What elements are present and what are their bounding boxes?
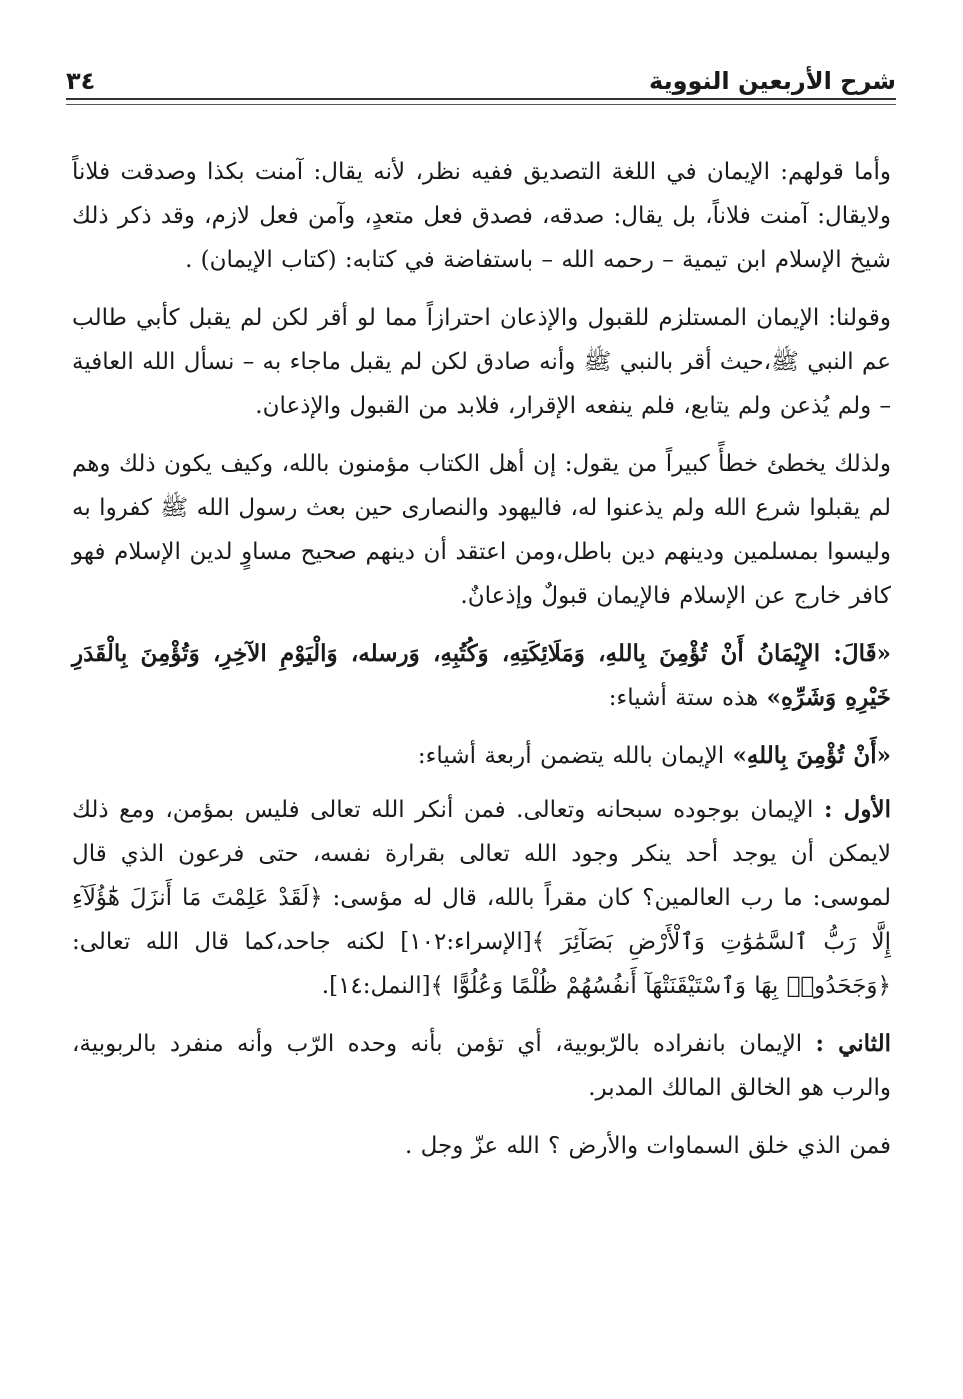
paragraph-2 bbox=[72, 296, 891, 428]
paragraph-text: وقولنا: الإيمان المستلزم للقبول والإذعان احترازاً مما لو أقر لكن لم يقبل كأبي طالب عم النبي ﷺ،حيث أقر بالنبي ﷺ وأنه صادق لكن لم يقبل ماجاء به – نسأل الله العافية – ولم يُذعن ولم يتابع، فلم ينفعه الإقرار، فلابد من القبول والإذعان. bbox=[72, 305, 891, 419]
header-divider bbox=[66, 98, 896, 105]
paragraph-text: فمن الذي خلق السماوات والأرض ؟ الله عزّ وجل . bbox=[404, 1133, 891, 1159]
running-title: شرح الأربعين النووية bbox=[649, 67, 896, 95]
point-heading: الأول : bbox=[823, 796, 891, 823]
paragraph-text: الإيمان بوجوده سبحانه وتعالى. فمن أنكر الله تعالى فليس بمؤمن، ومع ذلك لايمكن أن يوجد أحد ينكر وجود الله تعالى بقرارة نفسه، حتى فرعون الذي قال لموسى: ما رب العالمين؟ كان مقراً بالله، قال له مؤسى: ﴿لَقَدْ عَلِمْتَ مَا أَنزَلَ هَٰٓؤُلَآءِ إِلَّا رَبُّ ٱلسَّمَٰوَٰتِ وَٱلْأَرْضِ بَصَآئِرَ ﴾[الإسراء:١٠٢] لكنه جاحد،كما قال الله تعالى: ﴿وَجَحَدُوا۟ بِهَا وَٱسْتَيْقَنَتْهَآ أَنفُسُهُمْ ظُلْمًا وَعُلُوًّا ﴾[النمل:١٤]. bbox=[72, 797, 891, 999]
paragraph-final bbox=[72, 1124, 891, 1168]
paragraph-hadith-quote bbox=[72, 632, 891, 720]
paragraph-text: الإيمان بانفراده بالرّبوبية، أي تؤمن بأنه وحده الرّب وأنه منفرد بالربوبية، والرب هو الخالق المالك المدبر. bbox=[72, 1031, 891, 1101]
paragraph-belief-in-allah bbox=[72, 734, 891, 778]
paragraph-text: ولذلك يخطئ خطأً كبيراً من يقول: إن أهل الكتاب مؤمنون بالله، وكيف يكون ذلك وهم لم يقبلوا شرع الله ولم يذعنوا له، فاليهود والنصارى حين بعث رسول الله ﷺ كفروا به وليسوا بمسلمين ودينهم دين باطل،ومن اعتقد أن دينهم صحيح مساوٍ لدين الإسلام فهو كافر خارج عن الإسلام فالإيمان قبولٌ وإذعانٌ. bbox=[72, 451, 891, 609]
paragraph-text: وأما قولهم: الإيمان في اللغة التصديق ففيه نظر، لأنه يقال: آمنت بكذا وصدقت فلاناً ولايقال: آمنت فلاناً، بل يقال: صدقه، فصدق فعل متعدٍ، وآمن فعل لازم، وقد ذكر ذلك شيخ الإسلام ابن تيمية – رحمه الله – باستفاضة في كتابه: (كتاب الإيمان) . bbox=[72, 159, 891, 273]
hadith-quote: «أَنْ تُؤْمِنَ بِاللهِ» bbox=[732, 742, 891, 769]
paragraph-second-point bbox=[72, 1022, 891, 1110]
paragraph-text: الإيمان بالله يتضمن أربعة أشياء: bbox=[417, 743, 733, 769]
paragraph-3 bbox=[72, 442, 891, 618]
hadith-quote: «قَالَ: الإِيْمَانُ أَنْ تُؤْمِنَ بِاللهِ، وَمَلَائِكَتِهِ، وَكُتُبِهِ، وَرسله، وَالْيَوْمِ الآخِرِ، وَتُؤْمِنَ بِالْقَدَرِ خَيْرِهِ وَشَرِّهِ» bbox=[72, 640, 891, 711]
paragraph-first-point bbox=[72, 788, 891, 1008]
page-header bbox=[66, 62, 896, 102]
page-body bbox=[72, 150, 891, 1182]
paragraph-1 bbox=[72, 150, 891, 282]
page-number: ٣٤ bbox=[66, 67, 96, 95]
paragraph-text: هذه ستة أشياء: bbox=[608, 685, 767, 711]
point-heading: الثاني : bbox=[815, 1030, 891, 1057]
